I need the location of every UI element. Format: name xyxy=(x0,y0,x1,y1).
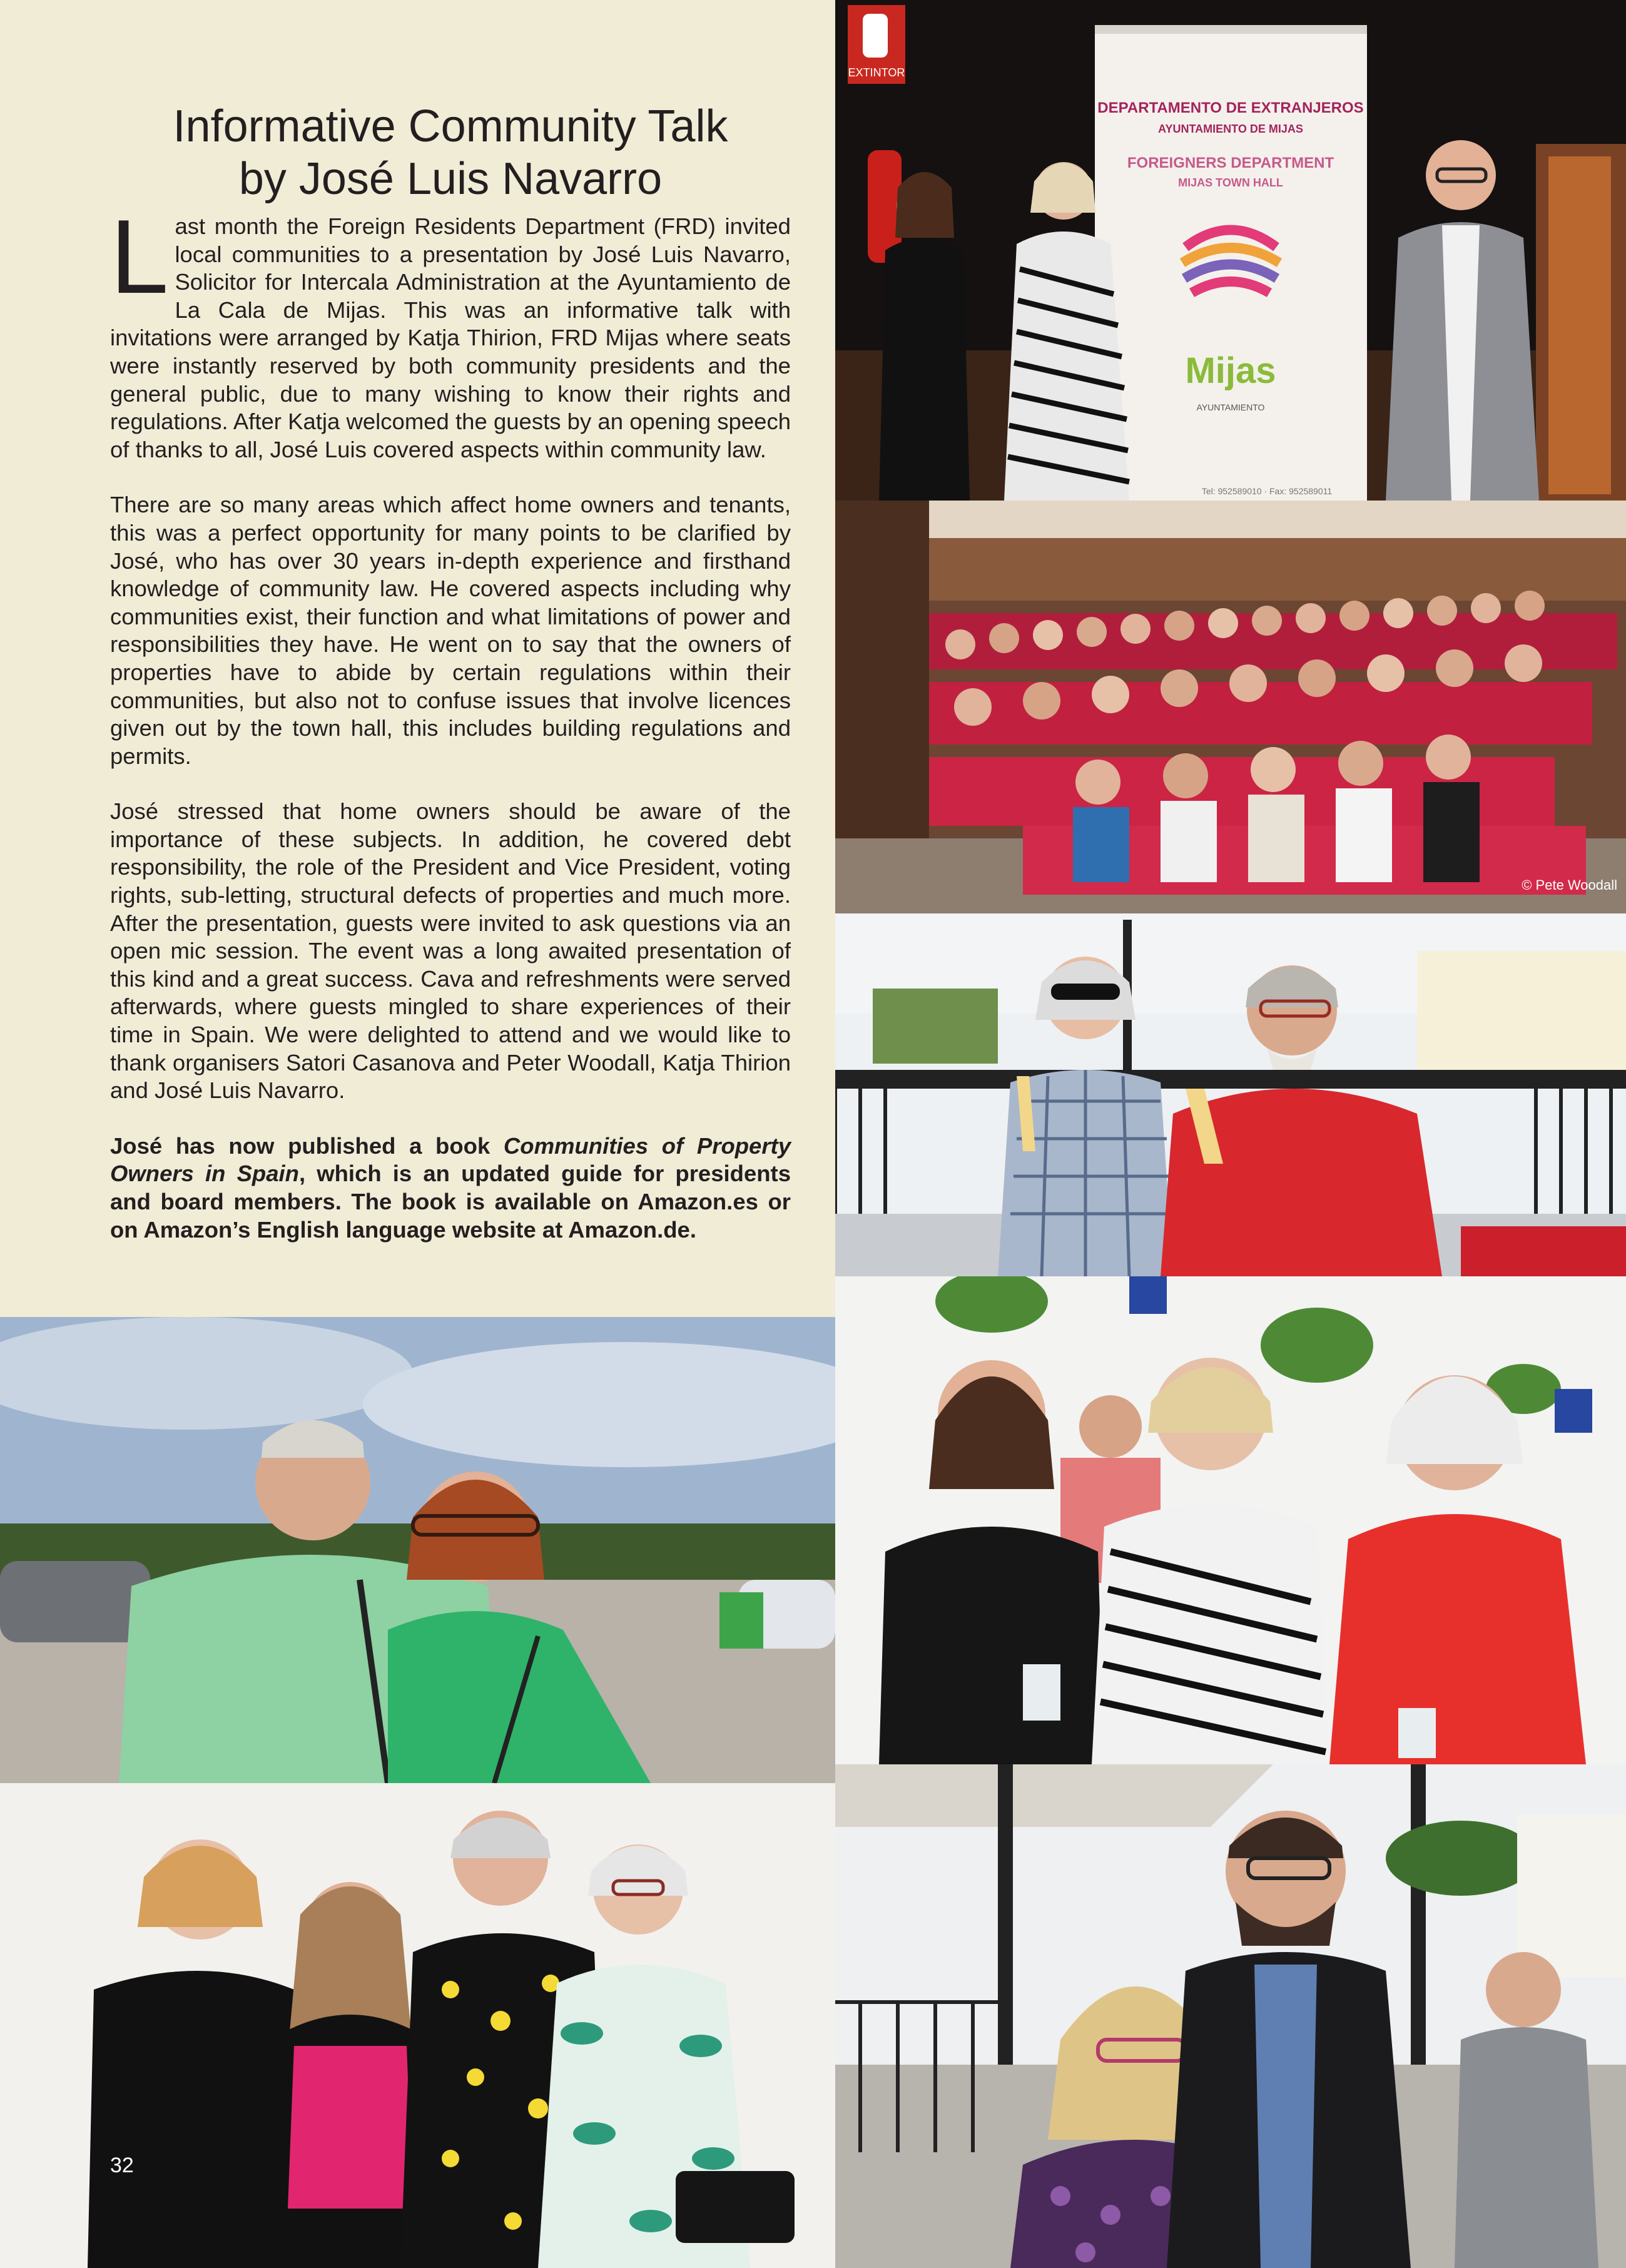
poster-brand-sub: AYUNTAMIENTO xyxy=(1196,402,1265,412)
extintor-sign: EXTINTOR xyxy=(848,66,905,79)
title-line-1: Informative Community Talk xyxy=(173,101,728,151)
poster-brand: Mijas xyxy=(1185,350,1276,391)
paragraph-1 xyxy=(110,198,791,464)
photo-couple-evening xyxy=(835,1764,1626,2268)
poster-line-2: AYUNTAMIENTO DE MIJAS xyxy=(1158,123,1303,135)
book-title: Communities of Property Owners in Spain xyxy=(110,1132,791,1187)
poster-phone: Tel: 952589010 · Fax: 952589011 xyxy=(1201,486,1333,496)
book-paragraph-intro: José has now published a book xyxy=(110,1132,504,1159)
mijas-logo xyxy=(1181,216,1281,309)
paragraph-2: There are so many areas which affect home owners and tenants, this was a perfect opportunity for many points to be clarified by José, who has over 30 years in-depth experience and firsthand knowledge of community law. He covered aspects including why communities exist, their function and what limitations of power and responsibilities they have. He went on to say that the owners of properties have to abide by certain regulations within their communities, but also not to confuse issues that involve licences given out by the town hall, this includes building regulations and permits. xyxy=(110,492,791,769)
photo-audience xyxy=(835,501,1626,913)
drop-cap: L xyxy=(110,198,169,315)
photo-couple-toast xyxy=(835,913,1626,1276)
book-paragraph xyxy=(110,1132,791,1244)
paragraph-3: José stressed that home owners should be aware of the importance of these subjects. In addition, he covered debt responsibility, the role of the President and Vice President, voting rights, sub-letting, structural defects of properties and much more. After the presentation, guests were invited to ask questions via an open mic session. The event was a long awaited presentation of this kind and a great success. Cava and refreshments were served afterwards, where guests mingled to share experiences of their time in Spain. We were delighted to attend and we would like to thank organisers Satori Casanova and Peter Woodall, Katja Thirion and José Luis Navarro. xyxy=(110,798,791,1104)
book-paragraph-rest: , which is an updated guide for presidents and board members. The book is available on Amazon.es or on Amazon’s English language website at Amazon.de. xyxy=(110,1161,791,1243)
article xyxy=(110,100,791,1271)
photo-three-women xyxy=(835,1276,1626,1764)
poster-line-3: FOREIGNERS DEPARTMENT xyxy=(1127,155,1334,171)
paragraph-1-text: ast month the Foreign Residents Department (FRD) invited local communities to a presentation by José Luis Navarro, Solicitor for Intercala Administration at the Ayuntamiento de La Cala de Mijas. This was an informative talk with invitations were arranged by Katja Thirion, FRD Mijas where seats were instantly reserved by both community presidents and the general public, due to many wishing to know their rights and regulations. After Katja welcomed the guests by an opening speech of thanks to all, José Luis covered aspects within community law. xyxy=(110,213,791,462)
photo-four-friends xyxy=(0,1783,835,2268)
photo-speakers-poster xyxy=(835,0,1626,501)
article-title xyxy=(110,100,791,205)
photo-couple-outdoors xyxy=(0,1317,835,1783)
page-number: 32 xyxy=(110,2154,134,2177)
photo-credit: © Pete Woodall xyxy=(1522,877,1617,893)
poster-line-4: MIJAS TOWN HALL xyxy=(1178,176,1283,189)
poster-line-1: DEPARTAMENTO DE EXTRANJEROS xyxy=(1097,99,1364,116)
title-line-2: by José Luis Navarro xyxy=(238,154,663,204)
